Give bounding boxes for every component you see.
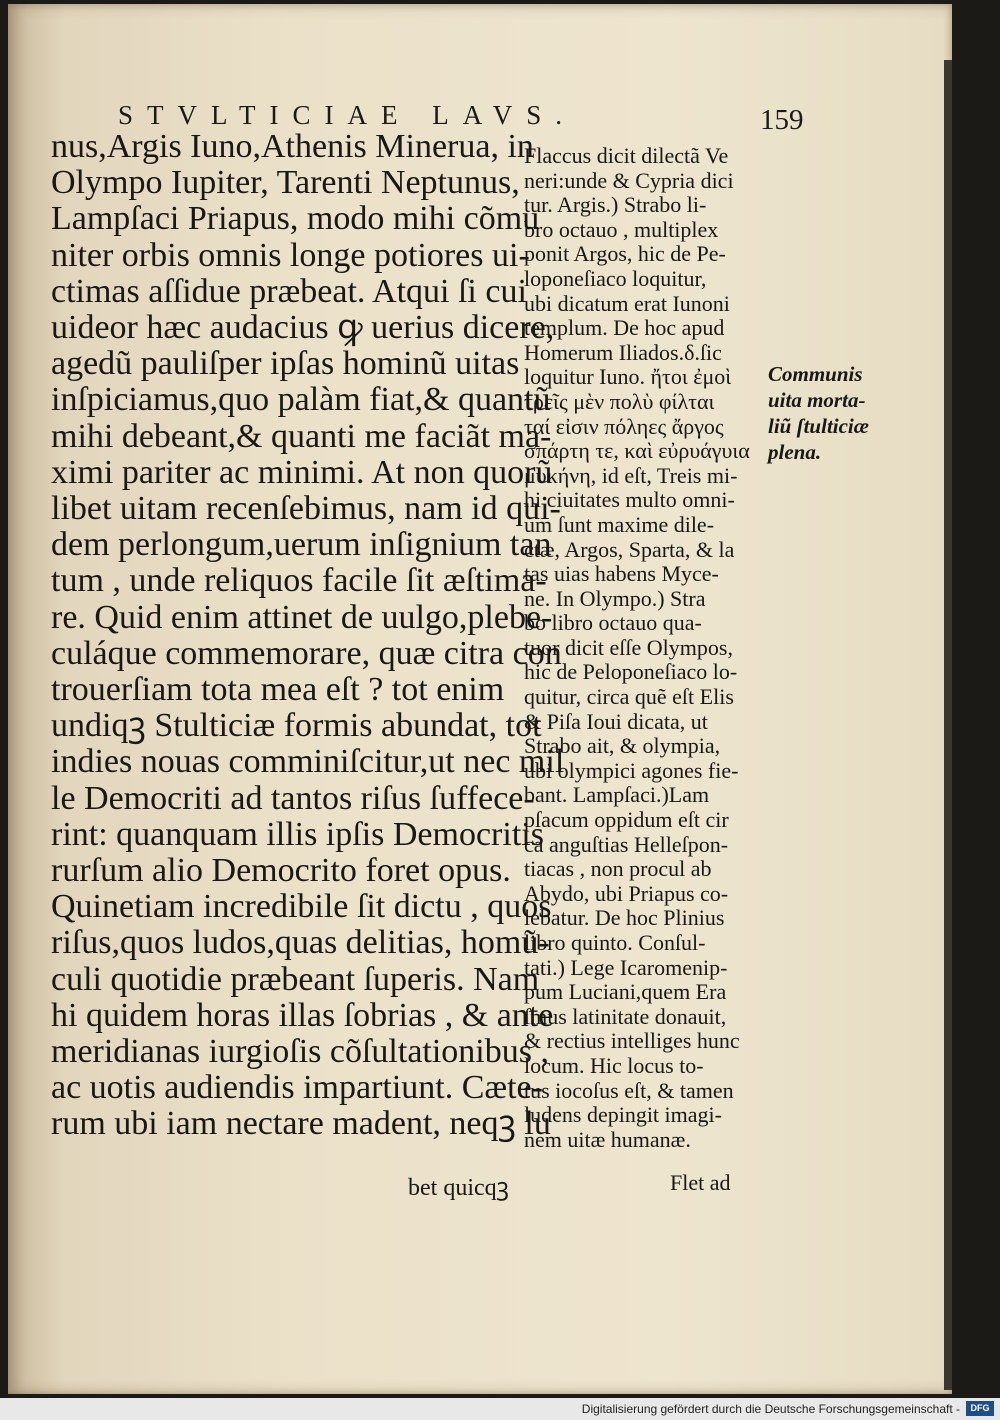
marginal-note-line: plena. xyxy=(768,440,822,464)
commentary-line: ne. In Olympo.) Stra xyxy=(524,585,706,611)
commentary-line: libro quinto. Conſul- xyxy=(524,930,706,955)
commentary-column xyxy=(524,144,774,1152)
commentary-line: lebatur. De hoc Plinius xyxy=(524,905,725,931)
commentary-line: locum. Hic locus to- xyxy=(524,1052,704,1078)
running-head: STVLTICIAE LAVS. xyxy=(118,100,577,130)
main-text-line: dem perlongum,uerum inſignium tan xyxy=(51,526,552,564)
commentary-line: ſmus latinitate donauit, xyxy=(524,1003,727,1029)
commentary-line: ubi dicatum erat Iunoni xyxy=(524,290,730,316)
commentary-line: um ſunt maxime dile- xyxy=(524,511,715,537)
main-text-line: ac uotis audiendis impartiunt. Cæte- xyxy=(51,1069,543,1107)
commentary-line: ludens depingit imagi- xyxy=(524,1102,722,1128)
commentary-line: Abydo, ubi Priapus co- xyxy=(524,880,729,906)
footer-credit: Digitalisierung gefördert durch die Deutsche Forschungsgemeinschaft - xyxy=(581,1402,960,1416)
main-text-line: ctimas aſſidue præbeat. Atqui ſi cui xyxy=(51,272,527,310)
main-text-line: tum , unde reliquos facile ſit æſtima- xyxy=(51,562,547,600)
main-text-line: undiqꝫ Stulticiæ formis abundat, tot xyxy=(51,707,542,745)
commentary-line: σπάρτη τε, καὶ εὐρυάγυια xyxy=(524,438,750,464)
commentary-line: tiacas , non procul ab xyxy=(524,856,712,882)
main-text-line: culi quotidie præbeant ſuperis. Nam xyxy=(51,960,540,998)
commentary-line: tur. Argis.) Strabo li- xyxy=(524,192,707,218)
marginal-note-line: uita morta- xyxy=(768,388,866,412)
commentary-line: pſacum oppidum eſt cir xyxy=(524,807,729,833)
main-text-line: re. Quid enim attinet de uulgo,plebe- xyxy=(51,598,553,636)
commentary-line: templum. De hoc apud xyxy=(524,315,725,341)
commentary-line: pum Luciani,quem Era xyxy=(524,979,727,1005)
main-text-line: indies nouas comminiſcitur,ut nec mil xyxy=(51,743,565,781)
commentary-line: bro octauo , multiplex xyxy=(524,216,719,242)
main-text-line: nus,Argis Iuno,Athenis Minerua, in xyxy=(51,128,534,165)
main-text-line: libet uitam recenſebimus, nam id qui- xyxy=(51,490,561,528)
book-page xyxy=(8,4,952,1394)
main-text-line: Quinetiam incredibile ſit dictu , quos xyxy=(51,888,552,926)
main-text-line: Lampſaci Priapus, modo mihi cõmu xyxy=(51,200,540,238)
page-number: 159 xyxy=(760,104,804,136)
main-text-line: rum ubi iam nectare madent, neqꝫ lu xyxy=(51,1105,551,1143)
main-text-line: rurſum alio Democrito foret opus. xyxy=(51,852,511,890)
main-text-line: rint: quanquam illis ipſis Democritis xyxy=(51,815,544,853)
main-text-line: meridianas iurgioſis cõſultationibus , xyxy=(51,1033,549,1071)
page-edge xyxy=(944,60,952,1390)
commentary-line: Strabo ait, & olympia, xyxy=(524,733,721,759)
main-text-line: hi quidem horas illas ſobrias , & ante xyxy=(51,996,554,1034)
commentary-line: ubi olympici agones fie- xyxy=(524,757,739,783)
main-text-line: ximi pariter ac minimi. At non quorũ xyxy=(51,453,553,491)
commentary-line: Flaccus dicit dilectã Ve xyxy=(524,143,729,168)
commentary-line: hi ciuitates multo omni- xyxy=(524,487,735,513)
marginal-note-line: Communis xyxy=(768,362,863,386)
commentary-line: loquitur Iuno. ἤτοι ἐμοὶ xyxy=(524,364,732,390)
main-text-line: uideor hæc audacius ꝙ uerius dicere, xyxy=(51,309,555,347)
commentary-line: hic de Peloponeſiaco lo- xyxy=(524,659,738,685)
commentary-line: quitur, circa quẽ eſt Elis xyxy=(524,684,734,710)
main-text-line: niter orbis omnis longe potiores ui- xyxy=(51,236,530,274)
main-text-line: inſpiciamus,quo palàm fiat,& quantũ xyxy=(51,381,551,419)
commentary-line: bant. Lampſaci.)Lam xyxy=(524,782,710,808)
commentary-line: ταί εἰσιν πόληες ἄργος xyxy=(524,413,724,439)
main-catchword: bet quicqꝫ xyxy=(408,1175,509,1201)
digitization-footer xyxy=(0,1398,1000,1420)
main-text-line: trouerſiam tota mea eſt ? tot enim xyxy=(51,671,505,709)
commentary-line: ponit Argos, hic de Pe- xyxy=(524,241,726,267)
commentary-line: Homerum Iliados.δ.ſic xyxy=(524,339,722,365)
main-text-line: agedũ pauliſper ipſas hominũ uitas xyxy=(51,345,520,383)
commentary-catchword: Flet ad xyxy=(670,1170,731,1195)
commentary-line: neri:unde & Cypria dici xyxy=(524,167,734,193)
marginal-note-line: liũ ſtulticiæ xyxy=(768,414,869,438)
commentary-line: & rectius intelliges hunc xyxy=(524,1028,740,1054)
main-text-line: mihi debeant,& quanti me faciãt ma- xyxy=(51,417,552,455)
commentary-line: tuor dicit eſſe Olympos, xyxy=(524,634,733,660)
main-text-column xyxy=(51,128,565,1143)
marginal-note xyxy=(768,361,888,465)
main-text-line: Olympo Iupiter, Tarenti Neptunus, xyxy=(51,164,520,202)
commentary-line: ctæ, Argos, Sparta, & la xyxy=(524,536,735,562)
commentary-line: μυκήνη, id eſt, Treis mi- xyxy=(524,462,738,488)
commentary-line: tus iocoſus eſt, & tamen xyxy=(524,1077,734,1103)
commentary-line: τρεῖς μὲν πολὺ φίλται xyxy=(524,388,715,414)
commentary-line: ca anguſtias Helleſpon- xyxy=(524,831,729,857)
main-text-line: riſus,quos ludos,quas delitias, homũ- xyxy=(51,924,550,962)
commentary-line: tas uias habens Myce- xyxy=(524,561,719,587)
commentary-line: tati.) Lege Icaromenip- xyxy=(524,954,728,980)
dfg-logo: DFG xyxy=(966,1401,994,1416)
commentary-line: & Piſa Ioui dicata, ut xyxy=(524,708,708,734)
main-text-line: le Democriti ad tantos riſus ſuffece- xyxy=(51,779,535,817)
commentary-line: bo libro octauo qua- xyxy=(524,610,702,636)
main-text-line: culáque commemorare, quæ citra con xyxy=(51,634,562,672)
commentary-line: nem uitæ humanæ. xyxy=(524,1126,691,1152)
commentary-line: loponeſiaco loquitur, xyxy=(524,265,707,291)
